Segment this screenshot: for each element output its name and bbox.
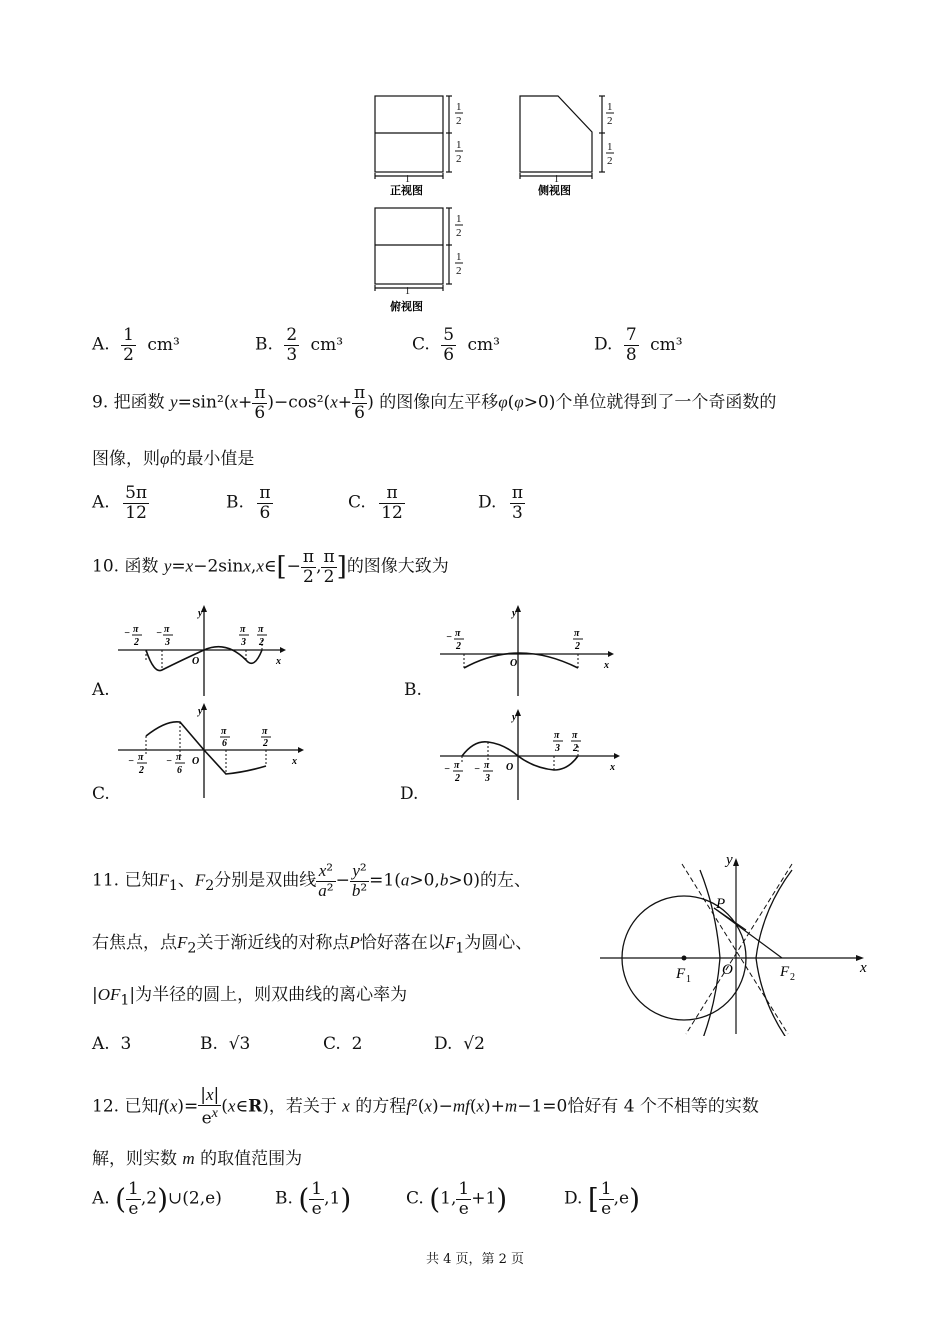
q11-stem-line2: 右焦点，点$F_2$关于渐近线的对称点P恰好落在以$F_1$为圆心、 <box>92 933 533 957</box>
q9-option-c: C. $\frac{\pi}{12}$ <box>348 483 403 523</box>
front-view <box>375 96 452 179</box>
q9-stem-line2: 图像，则φ的最小值是 <box>92 449 255 469</box>
svg-text:−: − <box>128 756 135 767</box>
q12-option-b: B. ( $\frac{1}{e}$ ,1) <box>275 1179 352 1219</box>
svg-text:y: y <box>198 608 203 619</box>
svg-text:2: 2 <box>573 743 578 754</box>
svg-text:π: π <box>133 624 139 635</box>
svg-text:6: 6 <box>177 765 182 776</box>
svg-text:2: 2 <box>607 155 613 167</box>
q10-graph-a <box>116 602 288 698</box>
q9-option-b: B. $\frac{\pi}{6}$ <box>226 483 271 523</box>
svg-text:y: y <box>726 852 733 868</box>
svg-text:−: − <box>444 764 451 775</box>
page-footer: 共 4 页，第 2 页 <box>425 1252 525 1267</box>
svg-text:y: y <box>512 608 517 619</box>
q12-stem-line1: 12. 已知f(x)= $\frac{|x|}{e^x}$ (x∈R)，若关于 x 的方程f²(x)−mf(x)+m−1=0恰好有 4 个不相等的实数 <box>92 1085 759 1129</box>
three-views-figure <box>360 88 630 320</box>
svg-text:2: 2 <box>456 641 461 652</box>
svg-text:2: 2 <box>259 637 264 648</box>
q11-stem-line1: 11. 已知$F_1$、$F_2$分别是双曲线 $\frac{\text{x²}}{\text{a²}}$ − $\frac{\text{y²}}{\text{b²}}$ =1(a>0,b>0)的左、 <box>92 861 532 901</box>
svg-text:2: 2 <box>456 265 462 277</box>
svg-text:y: y <box>512 712 517 723</box>
q10-option-d: D. <box>400 784 419 804</box>
svg-text:F: F <box>780 964 790 980</box>
q12-stem-line2: 解，则实数 m 的取值范围为 <box>92 1149 303 1169</box>
top-view <box>375 208 452 291</box>
top-view-label: 俯视图 <box>390 300 423 313</box>
svg-text:F: F <box>676 966 686 982</box>
svg-text:O: O <box>510 658 518 669</box>
svg-text:1: 1 <box>405 174 410 185</box>
svg-text:π: π <box>572 730 578 741</box>
svg-text:1: 1 <box>456 213 462 225</box>
svg-text:1: 1 <box>607 101 613 113</box>
svg-text:−: − <box>474 764 481 775</box>
svg-text:3: 3 <box>165 637 170 648</box>
svg-text:π: π <box>454 760 460 771</box>
svg-text:6: 6 <box>222 738 227 749</box>
q8-option-a: A. $\frac{1}{2}$ cm³ <box>92 325 180 365</box>
q12-option-c: C. (1, $\frac{1}{e}$ +1) <box>406 1179 508 1219</box>
svg-text:2: 2 <box>134 637 139 648</box>
svg-text:2: 2 <box>263 738 268 749</box>
svg-text:π: π <box>258 624 264 635</box>
svg-text:2: 2 <box>456 227 462 239</box>
svg-text:π: π <box>176 752 182 763</box>
svg-text:1: 1 <box>686 974 691 985</box>
q9-option-d: D. $\frac{\pi}{3}$ <box>478 483 524 523</box>
svg-text:x: x <box>604 660 609 671</box>
side-view-label: 侧视图 <box>538 184 571 197</box>
svg-text:2: 2 <box>456 153 462 165</box>
front-view-label: 正视图 <box>390 184 423 197</box>
q10-graph-c <box>116 700 308 800</box>
svg-text:π: π <box>240 624 246 635</box>
svg-text:x: x <box>292 756 297 767</box>
svg-text:−: − <box>446 632 453 643</box>
svg-text:3: 3 <box>241 637 246 648</box>
q8-option-d: D. $\frac{7}{8}$ cm³ <box>594 325 683 365</box>
svg-text:x: x <box>860 960 867 976</box>
q9-stem: 9. 把函数 y=sin²(x+ $\frac{\pi}{6}$ )−cos²(x+ $\frac{\pi}{6}$ ) 的图像向左平移φ(φ>0)个单位就得到了一个奇函数的 <box>92 383 777 423</box>
side-view <box>520 96 605 179</box>
svg-text:1: 1 <box>607 141 613 153</box>
svg-text:π: π <box>484 760 490 771</box>
svg-text:1: 1 <box>554 174 559 185</box>
svg-text:2: 2 <box>139 765 144 776</box>
svg-text:π: π <box>138 752 144 763</box>
svg-text:y: y <box>198 706 203 717</box>
svg-text:O: O <box>192 656 200 667</box>
svg-text:1: 1 <box>405 286 410 297</box>
svg-text:π: π <box>221 726 227 737</box>
q11-option-a: A. 3 <box>92 1034 132 1054</box>
q12-option-a: A. ( $\frac{1}{e}$ ,2)∪(2,e) <box>92 1179 222 1219</box>
q10-graph-b <box>438 602 616 698</box>
q11-hyperbola-figure <box>596 850 874 1036</box>
svg-text:π: π <box>164 624 170 635</box>
q11-option-d: D. √2 <box>434 1034 485 1054</box>
q10-option-c: C. <box>92 784 110 804</box>
svg-text:x: x <box>276 656 281 667</box>
svg-text:2: 2 <box>456 115 462 127</box>
svg-text:1: 1 <box>456 101 462 113</box>
q11-option-c: C. 2 <box>323 1034 363 1054</box>
svg-text:π: π <box>574 628 580 639</box>
q11-stem-line3: $|OF_1|$为半径的圆上，则双曲线的离心率为 <box>92 985 408 1009</box>
svg-text:π: π <box>554 730 560 741</box>
svg-text:2: 2 <box>607 115 613 127</box>
svg-text:π: π <box>455 628 461 639</box>
svg-text:O: O <box>722 962 733 978</box>
svg-text:2: 2 <box>790 972 795 983</box>
svg-text:−: − <box>166 756 173 767</box>
svg-text:−: − <box>124 628 131 639</box>
svg-text:O: O <box>192 756 200 767</box>
svg-text:2: 2 <box>575 641 580 652</box>
svg-text:1: 1 <box>456 139 462 151</box>
q11-option-b: B. √3 <box>200 1034 251 1054</box>
q8-option-c: C. $\frac{5}{6}$ cm³ <box>412 325 500 365</box>
q8-option-b: B. $\frac{2}{3}$ cm³ <box>255 325 344 365</box>
svg-text:π: π <box>262 726 268 737</box>
svg-text:3: 3 <box>485 773 490 784</box>
q10-stem: 10. 函数 y=x−2sinx,x∈[− $\frac{\pi}{2}$ , $\frac{\pi}{2}$ ]的图像大致为 <box>92 547 449 587</box>
svg-text:3: 3 <box>555 743 560 754</box>
svg-text:−: − <box>156 628 163 639</box>
q9-option-a: A. $\frac{5\pi}{12}$ <box>92 483 148 523</box>
q10-option-b: B. <box>404 680 422 700</box>
q10-graph-d <box>438 706 624 802</box>
q12-option-d: D. [ $\frac{1}{e}$ ,e) <box>564 1179 641 1219</box>
svg-text:1: 1 <box>456 251 462 263</box>
q10-option-a: A. <box>92 680 110 700</box>
svg-text:O: O <box>506 762 514 773</box>
svg-text:2: 2 <box>455 773 460 784</box>
svg-text:x: x <box>610 762 615 773</box>
svg-text:P: P <box>716 896 726 912</box>
